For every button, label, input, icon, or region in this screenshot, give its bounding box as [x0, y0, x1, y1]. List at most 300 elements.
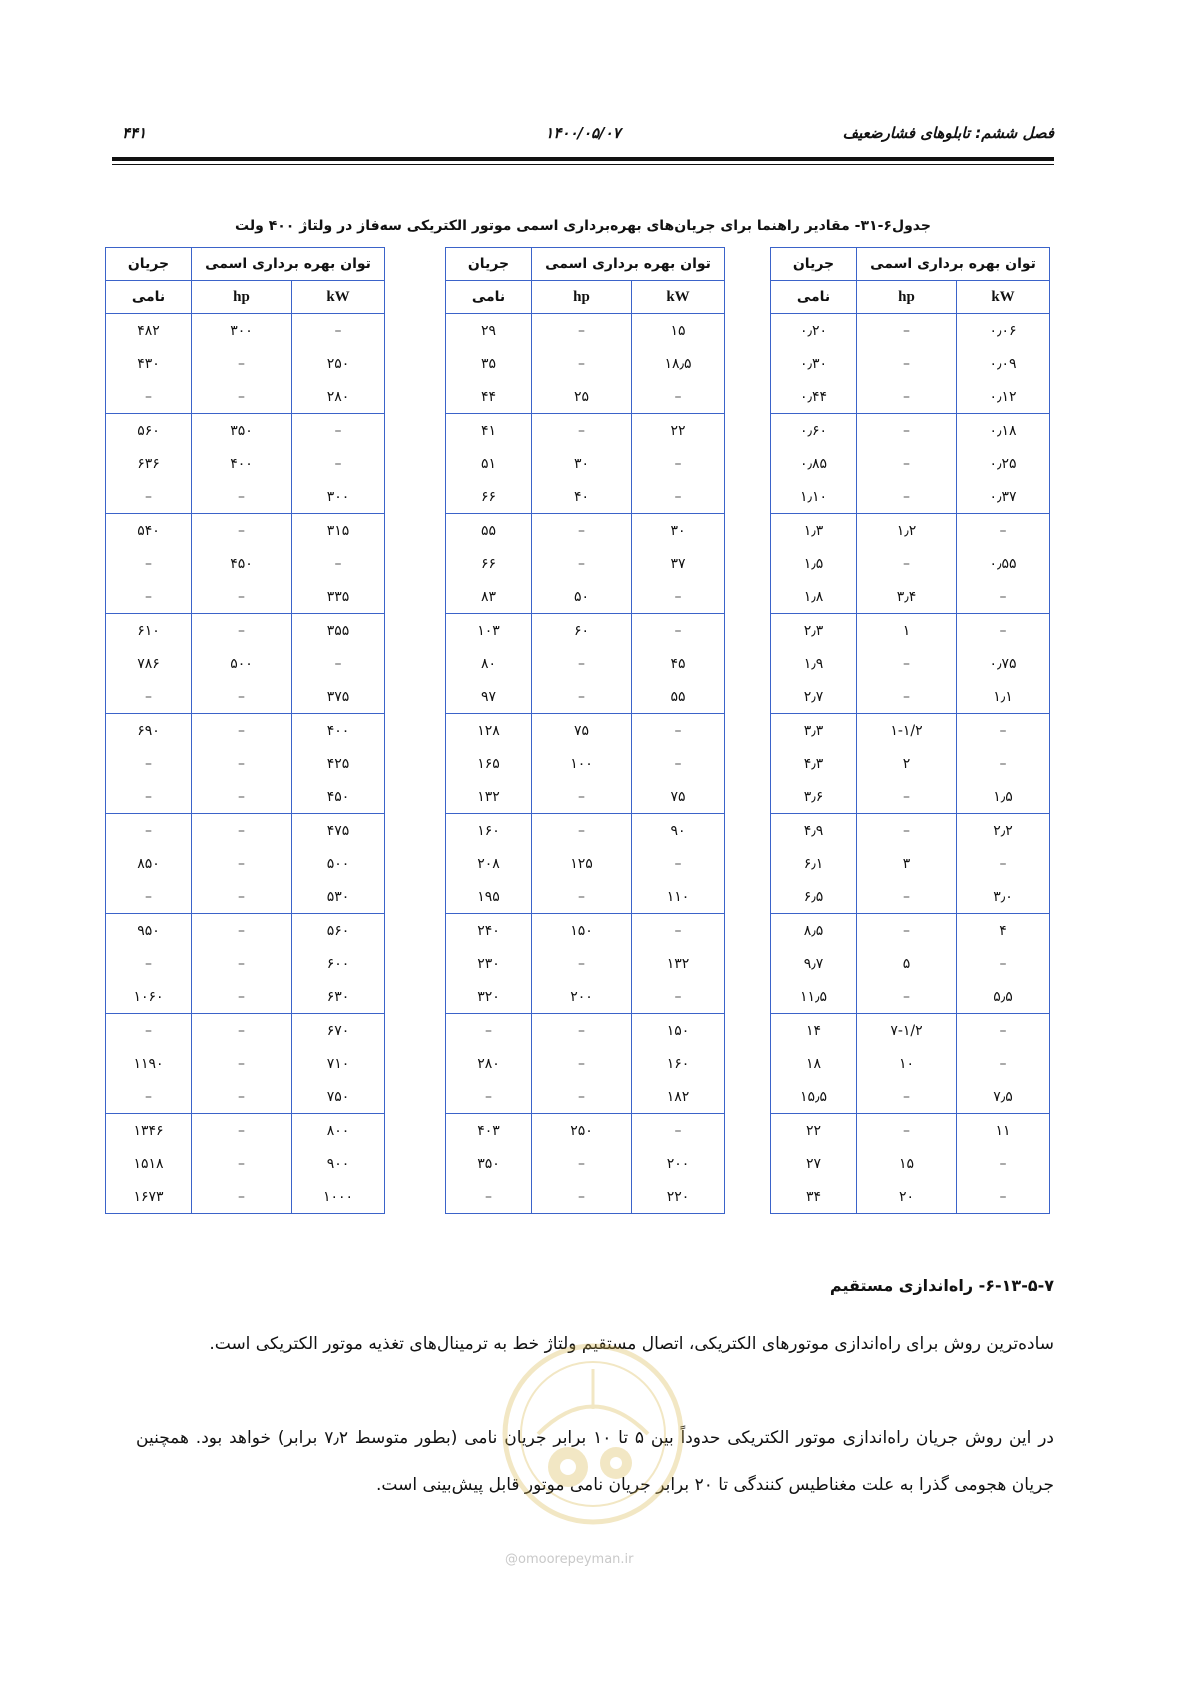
table-row-group: [106, 714, 385, 814]
cell-hp: –: [857, 814, 957, 848]
cell-hp: –: [857, 447, 957, 480]
table-row: [446, 647, 725, 680]
table-row-group: [771, 914, 1050, 1014]
header-nominal: نامی: [446, 281, 532, 314]
cell-current: ۱٫۱۰: [771, 480, 857, 514]
cell-hp: ۷-۱/۲: [857, 1014, 957, 1048]
table-row: [446, 447, 725, 480]
cell-hp: –: [192, 980, 292, 1014]
table-row-group: [771, 714, 1050, 814]
cell-hp: –: [857, 647, 957, 680]
cell-kw: –: [957, 580, 1050, 614]
cell-kw: ۵۵: [632, 680, 725, 714]
table-row-group: [106, 814, 385, 914]
paragraph-starting-current: در این روش جریان راه‌اندازی موتور الکتریکی حدوداً بین ۵ تا ۱۰ برابر جریان نامی (بطور متوسط ۷٫۲ برابر) خواهد بود. همچنین جریان هجومی گذرا به علت مغناطیس کنندگی تا ۲۰ برابر جریان نامی موتور قابل پیش‌بینی است.: [136, 1428, 1054, 1495]
table-row-group: [446, 1014, 725, 1114]
cell-kw: ۱۵: [632, 314, 725, 348]
cell-hp: –: [192, 947, 292, 980]
cell-hp: –: [192, 380, 292, 414]
cell-current: ۱۰۳: [446, 614, 532, 648]
watermark-url: @omoorepeyman.ir: [505, 1552, 634, 1567]
motor-current-table-2: [445, 247, 725, 1214]
table-row: [771, 347, 1050, 380]
cell-hp: –: [192, 514, 292, 548]
cell-current: ۰٫۲۰: [771, 314, 857, 348]
table-row: [446, 1147, 725, 1180]
cell-current: –: [106, 580, 192, 614]
table-row: [106, 514, 385, 548]
cell-hp: ۱۰: [857, 1047, 957, 1080]
cell-kw: ۲۵۰: [292, 347, 385, 380]
table-row: [771, 547, 1050, 580]
cell-hp: –: [192, 480, 292, 514]
table-row: [106, 880, 385, 914]
table-row-group: [446, 814, 725, 914]
header-current: جریان: [771, 248, 857, 281]
cell-hp: –: [192, 1080, 292, 1114]
table-row: [446, 1080, 725, 1114]
cell-kw: –: [632, 614, 725, 648]
cell-current: ۲۴۰: [446, 914, 532, 948]
cell-current: ۳۲۰: [446, 980, 532, 1014]
cell-hp: –: [532, 1147, 632, 1180]
table-row: [446, 914, 725, 948]
cell-kw: ۲۰۰: [632, 1147, 725, 1180]
table-row: [446, 947, 725, 980]
section-heading: ۶-۱۳-۵-۷- راه‌اندازی مستقیم: [829, 1276, 1054, 1295]
document-date: ۱۴۰۰/۰۵/۰۷: [545, 124, 621, 142]
cell-kw: ۳۳۵: [292, 580, 385, 614]
table-row: [106, 1114, 385, 1148]
cell-kw: ۴۰۰: [292, 714, 385, 748]
table-row: [106, 1147, 385, 1180]
cell-kw: ۵۶۰: [292, 914, 385, 948]
cell-hp: –: [532, 814, 632, 848]
cell-hp: –: [857, 414, 957, 448]
cell-kw: ۳۷: [632, 547, 725, 580]
cell-kw: ۶۳۰: [292, 980, 385, 1014]
table-row: [771, 380, 1050, 414]
table-row: [771, 1080, 1050, 1114]
cell-kw: ۳۱۵: [292, 514, 385, 548]
cell-current: ۰٫۳۰: [771, 347, 857, 380]
cell-hp: –: [532, 780, 632, 814]
cell-kw: ۴۵: [632, 647, 725, 680]
cell-current: ۱۳۴۶: [106, 1114, 192, 1148]
table-row-group: [771, 1014, 1050, 1114]
cell-hp: –: [857, 680, 957, 714]
cell-kw: ۶۰۰: [292, 947, 385, 980]
table-row-group: [106, 514, 385, 614]
cell-hp: –: [857, 1080, 957, 1114]
cell-current: ۶٫۱: [771, 847, 857, 880]
cell-kw: –: [957, 1180, 1050, 1214]
table-row-group: [106, 1114, 385, 1214]
cell-kw: ۱۸٫۵: [632, 347, 725, 380]
table-row: [106, 580, 385, 614]
cell-current: ۹۷: [446, 680, 532, 714]
cell-current: –: [446, 1014, 532, 1048]
cell-current: ۸۳: [446, 580, 532, 614]
header-nominal: نامی: [771, 281, 857, 314]
cell-current: ۱۹۵: [446, 880, 532, 914]
table-row: [771, 847, 1050, 880]
cell-kw: ۰٫۳۷: [957, 480, 1050, 514]
cell-hp: ۳۰۰: [192, 314, 292, 348]
table-row-group: [106, 314, 385, 414]
cell-hp: –: [532, 347, 632, 380]
cell-hp: –: [192, 1114, 292, 1148]
cell-kw: –: [957, 514, 1050, 548]
cell-current: ۹٫۷: [771, 947, 857, 980]
cell-kw: ۱۶۰: [632, 1047, 725, 1080]
header-hp: hp: [192, 281, 292, 314]
table-row: [106, 780, 385, 814]
table-row: [446, 480, 725, 514]
cell-kw: ۵٫۵: [957, 980, 1050, 1014]
cell-current: ۲۳۰: [446, 947, 532, 980]
cell-current: ۱۱۹۰: [106, 1047, 192, 1080]
cell-hp: –: [532, 547, 632, 580]
cell-hp: –: [192, 747, 292, 780]
table-row-group: [771, 614, 1050, 714]
cell-current: ۲۲: [771, 1114, 857, 1148]
cell-current: ۳۵: [446, 347, 532, 380]
cell-hp: ۳٫۴: [857, 580, 957, 614]
cell-current: ۴٫۳: [771, 747, 857, 780]
table-row: [771, 680, 1050, 714]
cell-current: –: [106, 1014, 192, 1048]
cell-hp: –: [532, 414, 632, 448]
cell-hp: ۱٫۲: [857, 514, 957, 548]
cell-current: ۱۶۷۳: [106, 1180, 192, 1214]
cell-kw: ۳۵۵: [292, 614, 385, 648]
header-rule-thick: [112, 157, 1054, 161]
cell-hp: ۷۵: [532, 714, 632, 748]
cell-kw: –: [957, 1047, 1050, 1080]
cell-hp: ۲۰: [857, 1180, 957, 1214]
cell-kw: ۱٫۵: [957, 780, 1050, 814]
cell-kw: –: [957, 847, 1050, 880]
cell-current: –: [106, 947, 192, 980]
cell-kw: ۱۱: [957, 1114, 1050, 1148]
cell-hp: ۱۵: [857, 1147, 957, 1180]
paragraph-direct-start-intro: ساده‌ترین روش برای راه‌اندازی موتورهای الکتریکی، اتصال مستقیم ولتاژ خط به ترمینال‌های تغذیه موتور الکتریکی است.: [209, 1334, 1054, 1354]
cell-kw: ۳٫۰: [957, 880, 1050, 914]
table-row: [771, 314, 1050, 348]
cell-kw: ۵۰۰: [292, 847, 385, 880]
cell-hp: –: [857, 547, 957, 580]
cell-current: ۱۲۸: [446, 714, 532, 748]
cell-current: ۱۴: [771, 1014, 857, 1048]
table-row: [106, 747, 385, 780]
cell-hp: –: [192, 880, 292, 914]
cell-current: ۰٫۶۰: [771, 414, 857, 448]
table-row: [106, 314, 385, 348]
cell-hp: ۱۰۰: [532, 747, 632, 780]
header-kw: kW: [632, 281, 725, 314]
table-row: [446, 1114, 725, 1148]
cell-current: ۱۵۱۸: [106, 1147, 192, 1180]
cell-hp: ۵۰: [532, 580, 632, 614]
table-row: [771, 1147, 1050, 1180]
table-row: [106, 447, 385, 480]
cell-hp: –: [532, 1014, 632, 1048]
table-row: [106, 1180, 385, 1214]
cell-current: ۶۳۶: [106, 447, 192, 480]
table-row: [446, 980, 725, 1014]
cell-current: ۶۱۰: [106, 614, 192, 648]
cell-current: ۸۵۰: [106, 847, 192, 880]
table-row: [106, 1014, 385, 1048]
cell-hp: –: [192, 347, 292, 380]
cell-kw: –: [632, 714, 725, 748]
cell-hp: –: [192, 914, 292, 948]
table-row: [771, 514, 1050, 548]
cell-current: –: [446, 1080, 532, 1114]
table-row: [771, 747, 1050, 780]
cell-kw: ۱۰۰۰: [292, 1180, 385, 1214]
table-row-group: [446, 414, 725, 514]
table-row: [106, 847, 385, 880]
cell-kw: –: [632, 980, 725, 1014]
table-row: [771, 880, 1050, 914]
cell-hp: ۱: [857, 614, 957, 648]
table-row: [106, 947, 385, 980]
cell-kw: ۷۵۰: [292, 1080, 385, 1114]
cell-hp: –: [857, 480, 957, 514]
table-row-group: [771, 414, 1050, 514]
cell-current: ۱٫۹: [771, 647, 857, 680]
table-row: [446, 614, 725, 648]
table-row: [771, 814, 1050, 848]
cell-hp: –: [857, 347, 957, 380]
cell-current: ۱۸: [771, 1047, 857, 1080]
cell-current: ۲٫۷: [771, 680, 857, 714]
cell-kw: ۶۷۰: [292, 1014, 385, 1048]
cell-kw: ۸۰۰: [292, 1114, 385, 1148]
cell-current: ۱۳۲: [446, 780, 532, 814]
motor-current-table-3: [105, 247, 385, 1214]
cell-current: ۳۴: [771, 1180, 857, 1214]
cell-kw: ۲۲۰: [632, 1180, 725, 1214]
cell-current: ۶۹۰: [106, 714, 192, 748]
table-row-group: [446, 314, 725, 414]
cell-kw: –: [957, 614, 1050, 648]
cell-hp: –: [857, 880, 957, 914]
header-hp: hp: [857, 281, 957, 314]
table-row: [446, 547, 725, 580]
cell-kw: ۴۷۵: [292, 814, 385, 848]
watermark-logo: [498, 1339, 688, 1529]
cell-kw: ۹۰: [632, 814, 725, 848]
header-kw: kW: [292, 281, 385, 314]
cell-hp: ۴۰: [532, 480, 632, 514]
table-row: [106, 547, 385, 580]
table-row-group: [446, 914, 725, 1014]
cell-hp: ۲۵۰: [532, 1114, 632, 1148]
table-row-group: [446, 514, 725, 614]
table-row: [106, 714, 385, 748]
header-power-group: توان بهره برداری اسمی: [532, 248, 725, 281]
table-row: [771, 914, 1050, 948]
cell-current: ۳٫۳: [771, 714, 857, 748]
header-nominal: نامی: [106, 281, 192, 314]
cell-kw: ۱۸۲: [632, 1080, 725, 1114]
cell-hp: ۵: [857, 947, 957, 980]
table-row: [446, 714, 725, 748]
table-caption: جدول۶-۳۱- مقادیر راهنما برای جریان‌های بهره‌برداری اسمی موتور الکتریکی سه‌فاز در ولتاژ ۴۰۰ ولت: [235, 218, 931, 234]
cell-kw: ۰٫۷۵: [957, 647, 1050, 680]
table-row: [771, 480, 1050, 514]
cell-current: ۵۱: [446, 447, 532, 480]
cell-hp: –: [192, 714, 292, 748]
cell-kw: ۲۸۰: [292, 380, 385, 414]
cell-current: ۴۰۳: [446, 1114, 532, 1148]
cell-current: ۲۷: [771, 1147, 857, 1180]
cell-kw: –: [632, 480, 725, 514]
cell-current: ۳۵۰: [446, 1147, 532, 1180]
cell-hp: ۶۰: [532, 614, 632, 648]
table-row: [106, 814, 385, 848]
header-current: جریان: [446, 248, 532, 281]
table-row: [771, 1047, 1050, 1080]
cell-current: ۴۸۲: [106, 314, 192, 348]
header-kw: kW: [957, 281, 1050, 314]
cell-kw: –: [632, 380, 725, 414]
cell-hp: ۲۰۰: [532, 980, 632, 1014]
cell-kw: ۰٫۲۵: [957, 447, 1050, 480]
table-row: [446, 580, 725, 614]
table-row-group: [771, 514, 1050, 614]
cell-kw: –: [957, 1147, 1050, 1180]
cell-current: ۱٫۳: [771, 514, 857, 548]
cell-hp: –: [857, 380, 957, 414]
cell-hp: –: [192, 814, 292, 848]
table-row-group: [771, 314, 1050, 414]
cell-current: ۵۵: [446, 514, 532, 548]
cell-current: ۴۴: [446, 380, 532, 414]
cell-kw: ۰٫۱۸: [957, 414, 1050, 448]
cell-kw: ۱٫۱: [957, 680, 1050, 714]
cell-kw: –: [957, 947, 1050, 980]
cell-current: ۴۳۰: [106, 347, 192, 380]
header-power-group: توان بهره برداری اسمی: [857, 248, 1050, 281]
cell-kw: ۲۲: [632, 414, 725, 448]
cell-kw: ۴۲۵: [292, 747, 385, 780]
cell-hp: –: [857, 980, 957, 1014]
cell-kw: –: [292, 547, 385, 580]
table-row: [106, 380, 385, 414]
table-row-group: [446, 714, 725, 814]
cell-kw: ۹۰۰: [292, 1147, 385, 1180]
table-row: [771, 1114, 1050, 1148]
cell-current: ۲۰۸: [446, 847, 532, 880]
cell-kw: ۷۵: [632, 780, 725, 814]
table-row: [446, 1047, 725, 1080]
table-row-group: [446, 1114, 725, 1214]
table-row: [446, 680, 725, 714]
cell-current: –: [106, 880, 192, 914]
cell-kw: –: [292, 447, 385, 480]
table-row: [106, 914, 385, 948]
cell-hp: –: [532, 514, 632, 548]
cell-hp: –: [532, 1080, 632, 1114]
cell-current: ۷۸۶: [106, 647, 192, 680]
table-row: [446, 814, 725, 848]
cell-current: –: [106, 380, 192, 414]
cell-current: ۵۴۰: [106, 514, 192, 548]
cell-kw: –: [957, 747, 1050, 780]
cell-current: ۶٫۵: [771, 880, 857, 914]
table-row: [446, 347, 725, 380]
table-row: [771, 447, 1050, 480]
cell-current: ۱٫۵: [771, 547, 857, 580]
cell-hp: –: [192, 1147, 292, 1180]
cell-hp: ۱-۱/۲: [857, 714, 957, 748]
cell-hp: –: [857, 314, 957, 348]
cell-hp: ۴۵۰: [192, 547, 292, 580]
cell-kw: ۷٫۵: [957, 1080, 1050, 1114]
cell-hp: –: [532, 314, 632, 348]
table-row: [771, 414, 1050, 448]
header-hp: hp: [532, 281, 632, 314]
table-row: [446, 747, 725, 780]
cell-kw: ۷۱۰: [292, 1047, 385, 1080]
table-row: [106, 414, 385, 448]
cell-hp: –: [857, 780, 957, 814]
cell-kw: –: [292, 647, 385, 680]
cell-hp: –: [192, 614, 292, 648]
cell-current: –: [106, 480, 192, 514]
cell-kw: –: [292, 414, 385, 448]
table-row: [446, 514, 725, 548]
table-row: [771, 714, 1050, 748]
table-row: [771, 1180, 1050, 1214]
table-row: [106, 680, 385, 714]
page-number: ۴۴۱: [122, 124, 147, 142]
cell-hp: –: [857, 1114, 957, 1148]
cell-current: ۸٫۵: [771, 914, 857, 948]
cell-kw: –: [632, 747, 725, 780]
table-row: [106, 647, 385, 680]
table-row: [446, 880, 725, 914]
cell-hp: –: [192, 580, 292, 614]
cell-hp: –: [532, 680, 632, 714]
cell-kw: ۴۵۰: [292, 780, 385, 814]
cell-hp: –: [192, 1180, 292, 1214]
cell-hp: ۳۰: [532, 447, 632, 480]
cell-hp: –: [192, 1047, 292, 1080]
cell-current: ۵۶۰: [106, 414, 192, 448]
cell-hp: –: [532, 947, 632, 980]
cell-hp: –: [192, 680, 292, 714]
cell-kw: –: [632, 1114, 725, 1148]
cell-hp: ۲۵: [532, 380, 632, 414]
table-row: [771, 614, 1050, 648]
cell-current: ۱۱٫۵: [771, 980, 857, 1014]
cell-kw: ۰٫۵۵: [957, 547, 1050, 580]
table-row: [106, 614, 385, 648]
table-row: [771, 580, 1050, 614]
cell-hp: –: [857, 914, 957, 948]
header-current: جریان: [106, 248, 192, 281]
cell-kw: ۳۰۰: [292, 480, 385, 514]
table-row-group: [106, 614, 385, 714]
cell-current: –: [106, 547, 192, 580]
table-row: [446, 1180, 725, 1214]
cell-hp: ۱۲۵: [532, 847, 632, 880]
